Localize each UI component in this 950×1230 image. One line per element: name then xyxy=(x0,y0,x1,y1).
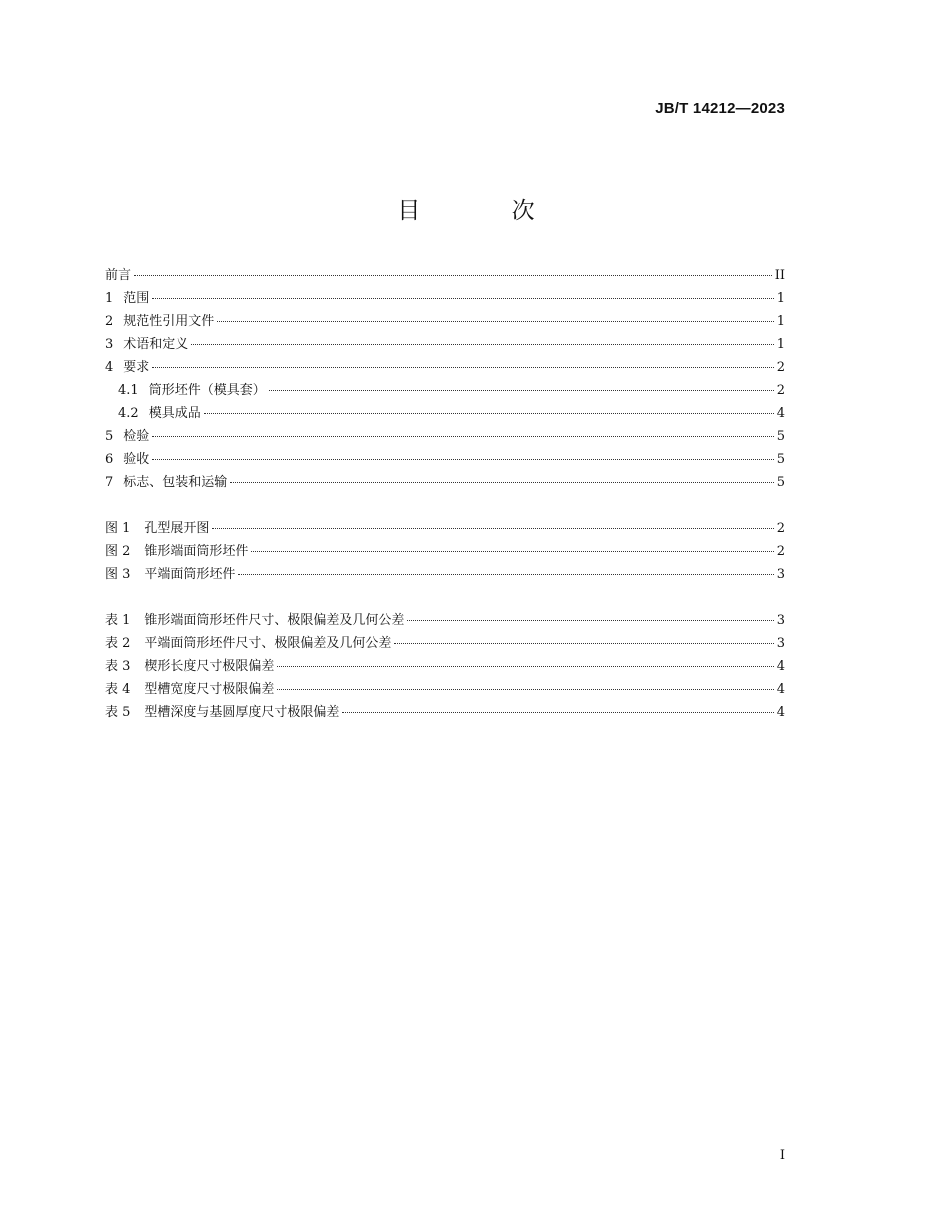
page-number: I xyxy=(779,1148,785,1163)
toc-section-entry[interactable] xyxy=(105,402,785,425)
toc-dot-leader xyxy=(152,436,773,437)
toc-entry-label: 规范性引用文件 xyxy=(123,314,215,329)
toc-dot-leader xyxy=(407,620,773,621)
toc-dot-leader xyxy=(394,643,773,644)
toc-entry-label: 术语和定义 xyxy=(123,337,189,352)
toc-section-entry[interactable] xyxy=(105,287,785,310)
toc-entry-number: 7 xyxy=(105,475,114,490)
toc-dot-leader xyxy=(134,275,772,276)
toc-entry-number: 4 xyxy=(105,360,114,375)
toc-entry-number: 1 xyxy=(105,291,114,306)
toc-figures-list xyxy=(105,517,785,586)
toc-table-entry[interactable] xyxy=(105,632,785,655)
toc-entry-label: 孔型展开图 xyxy=(144,521,210,536)
toc-entry-label: 范围 xyxy=(123,291,150,306)
toc-entry-number: 4.2 xyxy=(118,406,139,421)
document-code: JB/T 14212—2023 xyxy=(655,100,785,117)
toc-table-entry[interactable] xyxy=(105,678,785,701)
toc-dot-leader xyxy=(212,528,773,529)
toc-entry-number: 图 2 xyxy=(105,544,131,559)
toc-entry-page: 3 xyxy=(776,636,785,651)
toc-dot-leader xyxy=(277,689,773,690)
toc-entry-page: 1 xyxy=(776,314,785,329)
toc-entry-label: 型槽深度与基圆厚度尺寸极限偏差 xyxy=(144,705,340,720)
toc-entry-page: 4 xyxy=(776,682,785,697)
toc-entry-number: 2 xyxy=(105,314,114,329)
toc-entry-label: 检验 xyxy=(123,429,150,444)
toc-entry-label: 型槽宽度尺寸极限偏差 xyxy=(144,682,275,697)
toc-dot-leader xyxy=(217,321,773,322)
toc-entry-label: 模具成品 xyxy=(148,406,201,421)
toc-entry-number: 4.1 xyxy=(118,383,139,398)
toc-figure-entry[interactable] xyxy=(105,540,785,563)
toc-dot-leader xyxy=(204,413,774,414)
toc-section-entry[interactable] xyxy=(105,264,785,287)
toc-figure-entry[interactable] xyxy=(105,563,785,586)
toc-dot-leader xyxy=(238,574,773,575)
toc-dot-leader xyxy=(342,712,773,713)
toc-table-entry[interactable] xyxy=(105,701,785,724)
toc-entry-page: 4 xyxy=(776,406,785,421)
toc-entry-number: 表 4 xyxy=(105,682,131,697)
toc-section-entry[interactable] xyxy=(105,310,785,333)
toc-entry-page: 2 xyxy=(776,521,785,536)
toc-section-entry[interactable] xyxy=(105,425,785,448)
toc-dot-leader xyxy=(277,666,773,667)
toc-entry-page: 2 xyxy=(776,544,785,559)
toc-figure-entry[interactable] xyxy=(105,517,785,540)
toc-entry-label: 标志、包装和运输 xyxy=(123,475,228,490)
toc-entry-page: 2 xyxy=(776,383,785,398)
toc-entry-number: 6 xyxy=(105,452,114,467)
toc-dot-leader xyxy=(152,459,773,460)
toc-entry-number: 3 xyxy=(105,337,114,352)
toc-entry-label: 前言 xyxy=(105,268,132,283)
table-of-contents xyxy=(105,264,785,724)
toc-dot-leader xyxy=(191,344,773,345)
toc-entry-page: 2 xyxy=(776,360,785,375)
toc-entry-label: 楔形长度尺寸极限偏差 xyxy=(144,659,275,674)
toc-table-entry[interactable] xyxy=(105,609,785,632)
toc-entry-number: 图 1 xyxy=(105,521,131,536)
toc-entry-page: 3 xyxy=(776,613,785,628)
toc-section-entry[interactable] xyxy=(105,333,785,356)
toc-entry-label: 筒形坯件（模具套） xyxy=(148,383,266,398)
toc-dot-leader xyxy=(251,551,773,552)
toc-sections-list xyxy=(105,264,785,494)
toc-entry-page: 4 xyxy=(776,705,785,720)
toc-entry-label: 平端面筒形坯件尺寸、极限偏差及几何公差 xyxy=(144,636,392,651)
toc-entry-page: 4 xyxy=(776,659,785,674)
toc-entry-number: 表 1 xyxy=(105,613,131,628)
toc-entry-label: 锥形端面筒形坯件尺寸、极限偏差及几何公差 xyxy=(144,613,405,628)
toc-entry-number: 表 2 xyxy=(105,636,131,651)
toc-entry-page: 5 xyxy=(776,429,785,444)
toc-section-entry[interactable] xyxy=(105,379,785,402)
toc-entry-label: 平端面筒形坯件 xyxy=(144,567,236,582)
toc-entry-page: 1 xyxy=(776,337,785,352)
toc-entry-page: II xyxy=(774,268,785,283)
toc-entry-page: 5 xyxy=(776,475,785,490)
toc-dot-leader xyxy=(152,298,773,299)
toc-entry-label: 验收 xyxy=(123,452,150,467)
toc-dot-leader xyxy=(152,367,773,368)
toc-section-entry[interactable] xyxy=(105,471,785,494)
toc-entry-number: 表 3 xyxy=(105,659,131,674)
toc-section-entry[interactable] xyxy=(105,356,785,379)
toc-title: 目 次 xyxy=(397,198,577,224)
toc-entry-page: 1 xyxy=(776,291,785,306)
toc-entry-page: 5 xyxy=(776,452,785,467)
toc-dot-leader xyxy=(269,390,774,391)
toc-entry-label: 锥形端面筒形坯件 xyxy=(144,544,249,559)
toc-section-entry[interactable] xyxy=(105,448,785,471)
toc-entry-number: 图 3 xyxy=(105,567,131,582)
toc-dot-leader xyxy=(230,482,773,483)
toc-tables-list xyxy=(105,609,785,724)
toc-entry-label: 要求 xyxy=(123,360,150,375)
toc-entry-number: 表 5 xyxy=(105,705,131,720)
toc-entry-page: 3 xyxy=(776,567,785,582)
toc-entry-number: 5 xyxy=(105,429,114,444)
toc-table-entry[interactable] xyxy=(105,655,785,678)
